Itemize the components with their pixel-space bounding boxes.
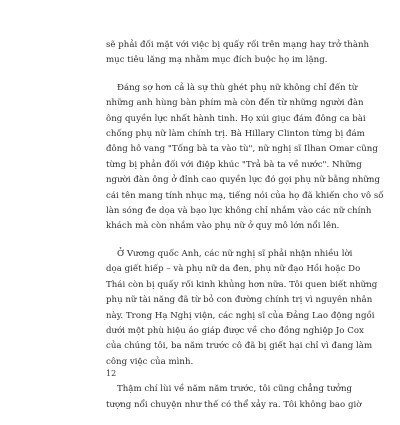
text-line: từng bị phản đối với điệp khúc "Trả bà ta về nước". Những — [106, 159, 362, 170]
text-line: dưới một phù hiệu áo giáp được về cho đồng nghiệp Jo Cox — [106, 325, 364, 336]
text-line: này. Trong Hạ Nghị viện, các nghị sĩ của Đảng Lao động ngồi — [106, 310, 375, 321]
text-line: Thậm chí lùi về năm năm trước, tôi cũng chẳng tưởng — [117, 384, 353, 395]
text-line: công việc của mình. — [106, 356, 194, 367]
text-line: phụ nữ tài năng đã từ bỏ con đường chính trị vì nguyên nhân — [106, 295, 373, 306]
text-line: sẽ phải đối mặt với việc bị quấy rối trên mạng hay trở thành — [106, 40, 370, 50]
text-line: chống phụ nữ làm chính trị. Bà Hillary Clinton từng bị đám — [106, 129, 365, 140]
text-line: mục tiêu lăng mạ nhằm mục đích buộc họ im lặng. — [106, 55, 328, 66]
text-line: Thái còn bị quấy rối kinh khủng hơn nữa. Tôi quen biết những — [106, 279, 378, 290]
text-line: Ở Vương quốc Anh, các nữ nghị sĩ phải nhận nhiều lời — [117, 248, 353, 259]
text-line: cái tên mang tính nhục mạ, tiếng nói của họ đã khiến cho vô số — [106, 190, 384, 201]
text-line: Đáng sợ hơn cả là sự thù ghét phụ nữ không chỉ đến từ — [117, 82, 358, 93]
text-line: làn sóng đe dọa và bạo lực không chỉ nhắm vào các nữ chính — [106, 206, 372, 217]
text-line: của chúng tôi, ba năm trước cô đã bị giết hại chỉ vì đang làm — [106, 341, 373, 352]
text-line: khách mà còn nhắm vào phụ nữ ở quy mô lớn nổi lên. — [106, 221, 340, 232]
paragraph-3 — [106, 247, 378, 370]
page-number: 12 — [106, 369, 117, 378]
text-line: người đàn ông ở đỉnh cao quyền lực đó gọi phụ nữ bằng những — [106, 175, 381, 186]
paragraph-1 — [106, 38, 370, 69]
text-line: ông quyền lực nhất hành tinh. Họ xúi giục đám đông ca bài — [106, 113, 366, 124]
paragraph-4 — [106, 382, 362, 413]
text-line: tượng nổi chuyện như thế có thể xảy ra. Tôi không bao giờ — [106, 399, 362, 410]
paragraph-2 — [106, 81, 384, 235]
text-line: những anh hùng bàn phím mà còn đến từ những người đàn — [106, 98, 364, 109]
text-line: dọa giết hiếp – và phụ nữ da đen, phụ nữ đạo Hồi hoặc Do — [106, 264, 361, 275]
text-line: đông hô vang "Tống bà ta vào tù", nữ nghị sĩ Ilhan Omar cũng — [106, 144, 378, 155]
body-text — [106, 38, 384, 425]
